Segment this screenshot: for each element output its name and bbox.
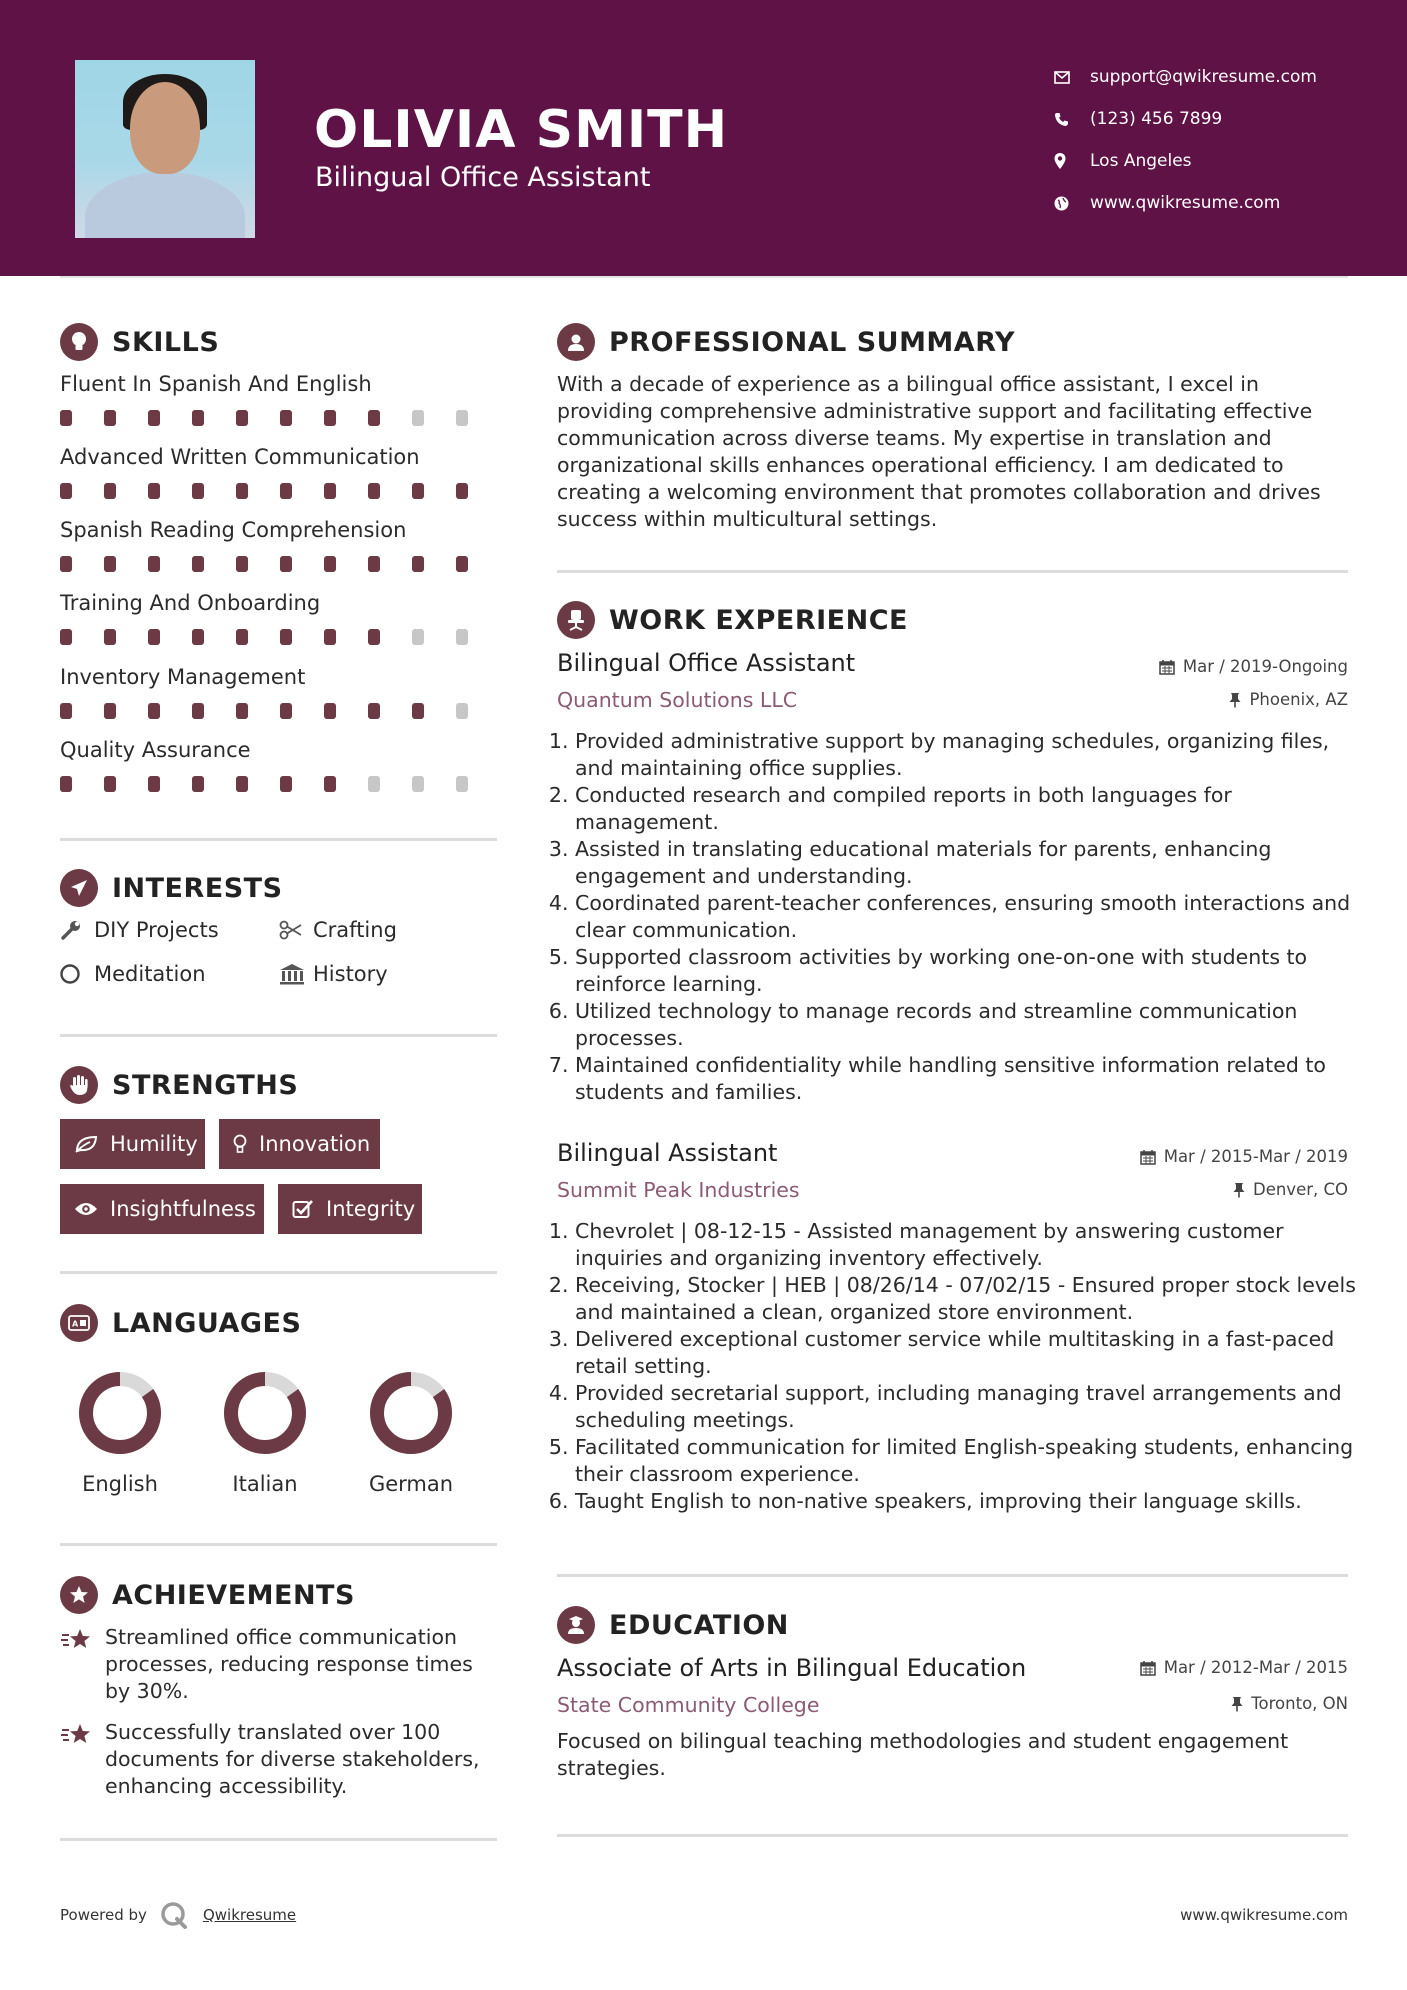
skill-rating bbox=[60, 629, 500, 645]
list-item: 3. Assisted in translating educational materials for parents, enhancing engagement and understanding. bbox=[575, 836, 1356, 890]
list-item: 5. Facilitated communication for limited English-speaking students, enhancing their classroom experience. bbox=[575, 1434, 1356, 1488]
rating-dot bbox=[192, 410, 204, 426]
section-divider bbox=[60, 838, 497, 841]
rating-dot bbox=[192, 556, 204, 572]
strength-chip: Integrity bbox=[278, 1184, 422, 1234]
rating-dot bbox=[280, 776, 292, 792]
degree-title: Associate of Arts in Bilingual Education bbox=[557, 1654, 1027, 1682]
rating-dot bbox=[104, 410, 116, 426]
rating-dot bbox=[456, 629, 468, 645]
star-icon bbox=[60, 1624, 105, 1705]
lightbulb-icon bbox=[60, 323, 98, 361]
svg-text:A: A bbox=[72, 1319, 79, 1329]
education-description: Focused on bilingual teaching methodologies and student engagement strategies. bbox=[557, 1729, 1289, 1780]
list-item: 3. Delivered exceptional customer service while multitasking in a fast-paced retail setting. bbox=[575, 1326, 1356, 1380]
school-name: State Community College bbox=[557, 1693, 820, 1717]
list-item: 1. Chevrolet | 08-12-15 - Assisted management by answering customer inquiries and organizing inventory effectively. bbox=[575, 1218, 1356, 1272]
contact-phone[interactable]: (123) 456 7899 bbox=[1054, 98, 1394, 140]
job-responsibilities bbox=[556, 1218, 1356, 1515]
company-name: Quantum Solutions LLC bbox=[557, 688, 798, 712]
footer-website[interactable]: www.qwikresume.com bbox=[1180, 1906, 1348, 1924]
rating-dot bbox=[192, 703, 204, 719]
list-item: 2. Conducted research and compiled reports in both languages for management. bbox=[575, 782, 1356, 836]
list-item: 4. Coordinated parent-teacher conferences, ensuring smooth interactions and clear communication. bbox=[575, 890, 1356, 944]
section-divider bbox=[557, 1574, 1348, 1577]
language-donut bbox=[220, 1368, 310, 1458]
rating-dot bbox=[324, 556, 336, 572]
summary-heading: PROFESSIONAL SUMMARY bbox=[557, 323, 1015, 361]
envelope-icon bbox=[1054, 71, 1090, 84]
interest-item: DIY Projects bbox=[60, 918, 219, 942]
achievement-item: Streamlined office communication processes, reducing response times by 30%. bbox=[60, 1624, 500, 1705]
candidate-name: OLIVIA SMITH bbox=[314, 100, 729, 160]
rating-dot bbox=[412, 556, 424, 572]
wrench-icon bbox=[60, 919, 94, 941]
list-item: 6. Utilized technology to manage records and streamline communication processes. bbox=[575, 998, 1356, 1052]
language-item: Italian bbox=[205, 1368, 325, 1496]
contact-info bbox=[1054, 56, 1394, 224]
list-item: 4. Provided secretarial support, including managing travel arrangements and scheduling meetings. bbox=[575, 1380, 1356, 1434]
hand-icon bbox=[60, 1066, 98, 1104]
calendar-icon bbox=[1140, 1660, 1156, 1676]
rating-dot bbox=[456, 410, 468, 426]
contact-email[interactable]: support@qwikresume.com bbox=[1054, 56, 1394, 98]
rating-dot bbox=[236, 483, 248, 499]
section-divider bbox=[557, 1834, 1348, 1837]
rating-dot bbox=[412, 703, 424, 719]
job-responsibilities bbox=[556, 728, 1356, 1106]
skill-rating bbox=[60, 703, 500, 719]
section-divider bbox=[60, 1543, 497, 1546]
rating-dot bbox=[148, 703, 160, 719]
job-location: Phoenix, AZ bbox=[1229, 690, 1348, 709]
skill-rating bbox=[60, 556, 500, 572]
rating-dot bbox=[104, 629, 116, 645]
lightbulb-icon bbox=[233, 1134, 247, 1154]
education-dates: Mar / 2012-Mar / 2015 bbox=[1140, 1658, 1348, 1677]
rating-dot bbox=[456, 703, 468, 719]
strength-chip: Insightfulness bbox=[60, 1184, 264, 1234]
list-item: 7. Maintained confidentiality while handling sensitive information related to students and families. bbox=[575, 1052, 1356, 1106]
rating-dot bbox=[236, 629, 248, 645]
skill-item: Inventory Management bbox=[60, 665, 500, 719]
skills-heading: SKILLS bbox=[60, 323, 219, 361]
rating-dot bbox=[148, 483, 160, 499]
rating-dot bbox=[368, 629, 380, 645]
rating-dot bbox=[104, 483, 116, 499]
strength-chip: Innovation bbox=[219, 1119, 380, 1169]
section-divider bbox=[60, 1034, 497, 1037]
company-name: Summit Peak Industries bbox=[557, 1178, 800, 1202]
rating-dot bbox=[192, 776, 204, 792]
eye-icon bbox=[74, 1201, 98, 1217]
rating-dot bbox=[236, 776, 248, 792]
globe-icon bbox=[1054, 196, 1090, 211]
calendar-icon bbox=[1140, 1149, 1156, 1165]
paper-plane-icon bbox=[60, 869, 98, 907]
resume-header bbox=[0, 0, 1407, 276]
language-donut bbox=[75, 1368, 165, 1458]
header-divider bbox=[60, 276, 1348, 278]
circle-icon bbox=[60, 963, 94, 985]
rating-dot bbox=[324, 629, 336, 645]
rating-dot bbox=[280, 703, 292, 719]
checkbox-icon bbox=[292, 1199, 314, 1219]
interests-heading: INTERESTS bbox=[60, 869, 283, 907]
footer-branding: Powered by Qwikresume bbox=[60, 1900, 296, 1930]
skill-item: Quality Assurance bbox=[60, 738, 500, 792]
rating-dot bbox=[148, 410, 160, 426]
rating-dot bbox=[456, 776, 468, 792]
rating-dot bbox=[236, 703, 248, 719]
rating-dot bbox=[324, 703, 336, 719]
rating-dot bbox=[236, 410, 248, 426]
list-item: 1. Provided administrative support by managing schedules, organizing files, and maintaining office supplies. bbox=[575, 728, 1356, 782]
education-location: Toronto, ON bbox=[1231, 1694, 1348, 1713]
office-chair-icon bbox=[557, 601, 595, 639]
strength-chip: Humility bbox=[60, 1119, 205, 1169]
rating-dot bbox=[412, 483, 424, 499]
section-divider bbox=[60, 1838, 497, 1841]
rating-dot bbox=[60, 410, 72, 426]
job-title: Bilingual Assistant bbox=[557, 1139, 778, 1167]
map-pin-icon bbox=[1054, 153, 1090, 169]
rating-dot bbox=[192, 483, 204, 499]
skill-rating bbox=[60, 483, 500, 499]
pushpin-icon bbox=[1229, 692, 1241, 708]
rating-dot bbox=[324, 410, 336, 426]
job-dates: Mar / 2015-Mar / 2019 bbox=[1140, 1147, 1348, 1166]
section-divider bbox=[60, 1271, 497, 1274]
rating-dot bbox=[324, 776, 336, 792]
qwikresume-logo-icon bbox=[159, 1900, 189, 1930]
rating-dot bbox=[60, 556, 72, 572]
rating-dot bbox=[280, 483, 292, 499]
rating-dot bbox=[412, 410, 424, 426]
job-location: Denver, CO bbox=[1233, 1180, 1348, 1199]
interest-item: Crafting bbox=[279, 918, 397, 942]
rating-dot bbox=[456, 483, 468, 499]
job-dates: Mar / 2019-Ongoing bbox=[1159, 657, 1348, 676]
rating-dot bbox=[280, 410, 292, 426]
skill-rating bbox=[60, 410, 500, 426]
skill-rating bbox=[60, 776, 500, 792]
rating-dot bbox=[60, 629, 72, 645]
achievement-item: Successfully translated over 100 documents for diverse stakeholders, enhancing accessibility. bbox=[60, 1719, 500, 1800]
pushpin-icon bbox=[1231, 1696, 1243, 1712]
skill-item: Spanish Reading Comprehension bbox=[60, 518, 500, 572]
phone-icon bbox=[1054, 112, 1090, 127]
leaf-icon bbox=[74, 1135, 98, 1153]
pushpin-icon bbox=[1233, 1182, 1245, 1198]
calendar-icon bbox=[1159, 659, 1175, 675]
rating-dot bbox=[368, 703, 380, 719]
job-title: Bilingual Office Assistant bbox=[557, 649, 856, 677]
education-heading: EDUCATION bbox=[557, 1606, 789, 1644]
rating-dot bbox=[368, 410, 380, 426]
languages-heading: A LANGUAGES bbox=[60, 1304, 301, 1342]
rating-dot bbox=[280, 629, 292, 645]
rating-dot bbox=[148, 556, 160, 572]
rating-dot bbox=[236, 556, 248, 572]
rating-dot bbox=[280, 556, 292, 572]
scissors-icon bbox=[279, 920, 313, 940]
rating-dot bbox=[324, 483, 336, 499]
list-item: 2. Receiving, Stocker | HEB | 08/26/14 - 07/02/15 - Ensured proper stock levels and maintained a clean, organized store environment. bbox=[575, 1272, 1356, 1326]
rating-dot bbox=[368, 556, 380, 572]
rating-dot bbox=[60, 776, 72, 792]
language-item: German bbox=[351, 1368, 471, 1496]
rating-dot bbox=[148, 776, 160, 792]
rating-dot bbox=[148, 629, 160, 645]
work-heading: WORK EXPERIENCE bbox=[557, 601, 908, 639]
star-icon bbox=[60, 1719, 105, 1800]
strengths-heading: STRENGTHS bbox=[60, 1066, 298, 1104]
language-item: English bbox=[60, 1368, 180, 1496]
skill-item: Advanced Written Communication bbox=[60, 445, 500, 499]
section-divider bbox=[557, 570, 1348, 573]
rating-dot bbox=[104, 776, 116, 792]
rating-dot bbox=[368, 776, 380, 792]
rating-dot bbox=[412, 776, 424, 792]
qwikresume-link[interactable]: Qwikresume bbox=[202, 1906, 297, 1924]
interest-item: Meditation bbox=[60, 962, 206, 986]
list-item: 6. Taught English to non-native speakers, improving their language skills. bbox=[575, 1488, 1356, 1515]
user-icon bbox=[557, 323, 595, 361]
skill-item: Training And Onboarding bbox=[60, 591, 500, 645]
skill-item: Fluent In Spanish And English bbox=[60, 372, 500, 426]
rating-dot bbox=[412, 629, 424, 645]
id-card-icon bbox=[60, 1304, 98, 1342]
language-donut bbox=[366, 1368, 456, 1458]
rating-dot bbox=[192, 629, 204, 645]
graduate-icon bbox=[557, 1606, 595, 1644]
rating-dot bbox=[60, 483, 72, 499]
interest-item: History bbox=[279, 962, 388, 986]
achievements-heading: ACHIEVEMENTS bbox=[60, 1576, 355, 1614]
rating-dot bbox=[104, 703, 116, 719]
rating-dot bbox=[456, 556, 468, 572]
candidate-title: Bilingual Office Assistant bbox=[315, 162, 651, 193]
star-icon bbox=[60, 1576, 98, 1614]
rating-dot bbox=[104, 556, 116, 572]
contact-location: Los Angeles bbox=[1054, 140, 1394, 182]
profile-photo bbox=[75, 60, 255, 238]
rating-dot bbox=[368, 483, 380, 499]
contact-website[interactable]: www.qwikresume.com bbox=[1054, 182, 1394, 224]
museum-icon bbox=[279, 963, 313, 985]
list-item: 5. Supported classroom activities by working one-on-one with students to reinforce learning. bbox=[575, 944, 1356, 998]
summary-text: With a decade of experience as a bilingual office assistant, I excel in providing comprehensive administrative support and facilitating effective communication across diverse teams. My expertise in translation and organizational skills enhances operational efficiency. I am dedicated to creating a welcoming environment that promotes collaboration and drives success within multicultural settings. bbox=[557, 372, 1321, 531]
rating-dot bbox=[60, 703, 72, 719]
